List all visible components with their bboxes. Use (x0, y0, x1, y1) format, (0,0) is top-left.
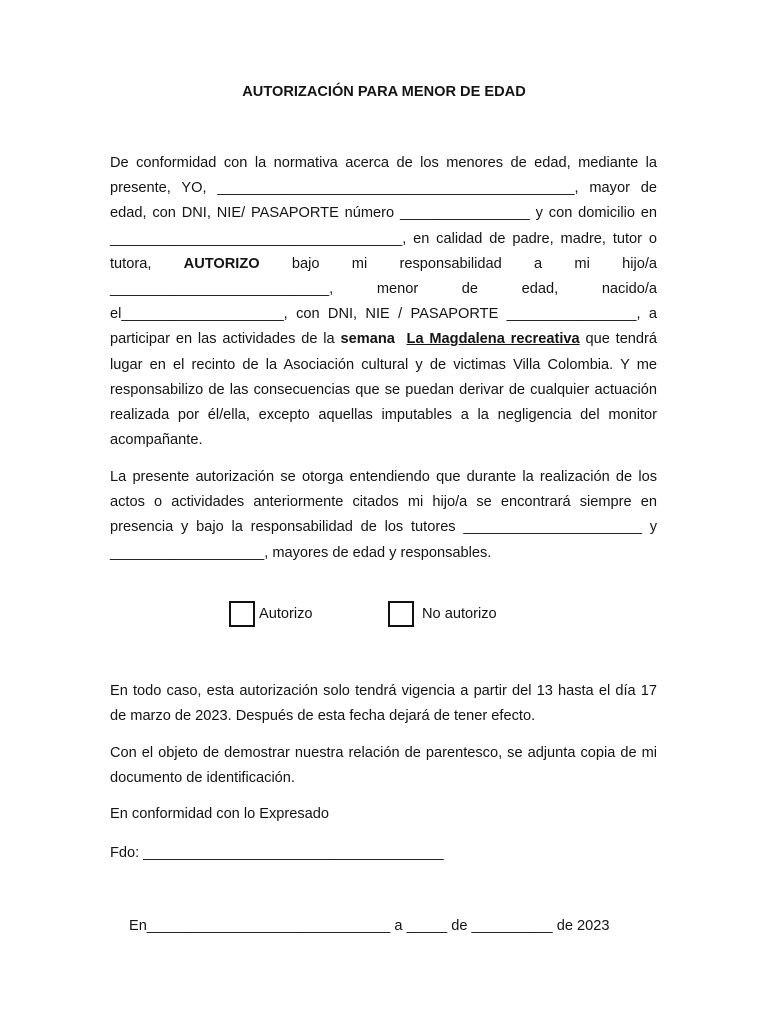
signature-line: Fdo: _____________________________________ (110, 845, 444, 861)
authorization-paragraph (110, 151, 657, 453)
no-autorizo-label: No autorizo (422, 606, 497, 622)
autorizo-checkbox[interactable] (229, 601, 255, 627)
document-title: AUTORIZACIÓN PARA MENOR DE EDAD (242, 84, 526, 100)
responsibility-paragraph: La presente autorización se otorga entendiendo que durante la realización de los actos o actividades anteriormente citados mi hijo/a se encontrará siempre en presencia y bajo la responsabilidad de los tutores ______________________ y ___________________, mayores de edad y responsables. (110, 469, 657, 561)
place-date-line: En______________________________ a _____ de __________ de 2023 (129, 918, 610, 934)
conformity-statement: En conformidad con lo Expresado (110, 806, 330, 822)
autorizo-label: Autorizo (259, 606, 313, 622)
event-name: La Magdalena recreativa (406, 331, 580, 348)
identification-paragraph: Con el objeto de demostrar nuestra relación de parentesco, se adjunta copia de mi documento de identificación. (110, 745, 657, 787)
no-autorizo-checkbox[interactable] (388, 601, 414, 627)
no-autorizo-option[interactable] (388, 601, 497, 627)
authorization-checkboxes (0, 601, 768, 635)
validity-paragraph: En todo caso, esta autorización solo tendrá vigencia a partir del 13 hasta el día 17 de marzo de 2023. Después de esta fecha dejará de tener efecto. (110, 683, 657, 725)
paragraph-text-part-3: que tendrá lugar en el recinto de la Asociación cultural y de victimas Villa Colombia. Y me responsabilizo de las consecuencias que se puedan derivar de cualquier actuación realizada por él/ella, excepto aquellas imputables a la negligencia del monitor acompañante. (110, 331, 658, 449)
autorizo-option[interactable] (229, 601, 313, 627)
autorizo-bold: AUTORIZO (183, 255, 260, 272)
semana-bold: semana (340, 331, 395, 348)
paragraph-text-part-1: De conformidad con la normativa acerca de los menores de edad, mediante la presente, YO, ____________________________________________, mayor de edad, con DNI, NIE/ PASAPORTE número ________________ y con domicilio en ____________________________________, en calidad de padre, madre, tutor o tutora, (110, 155, 657, 272)
paragraph-text-part-2: bajo mi responsabilidad a mi hijo/a ___________________________, menor de edad, nacido/a el____________________, con DNI, NIE / PASAPORTE ________________, a participar en las actividades de la (110, 255, 657, 348)
